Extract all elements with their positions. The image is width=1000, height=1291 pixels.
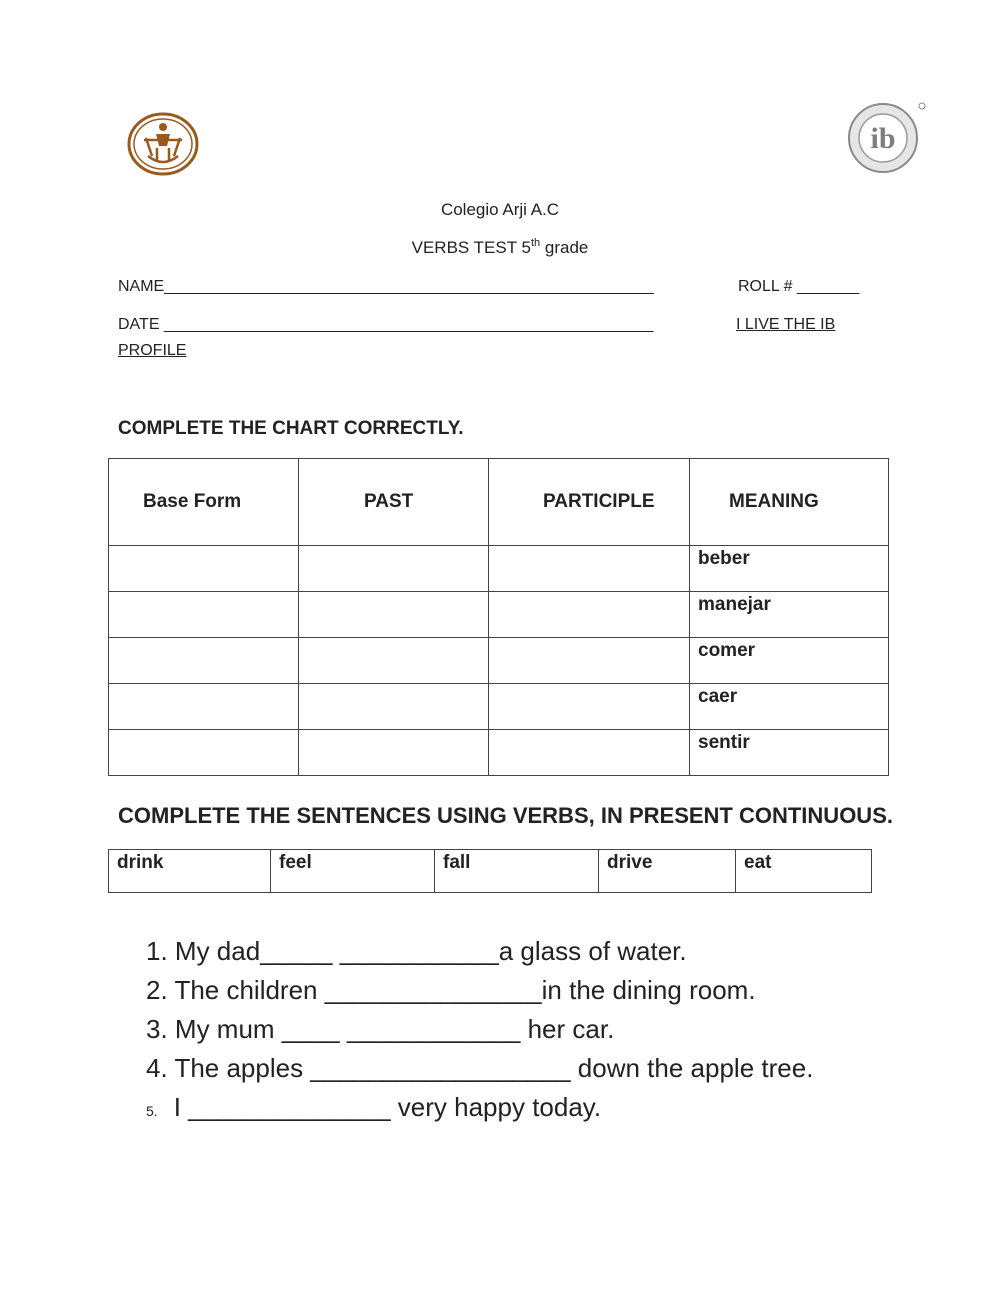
svg-text:ib: ib — [870, 122, 896, 155]
participle-cell[interactable] — [489, 592, 690, 638]
sentence-item[interactable]: 1. My dad_____ ___________a glass of water. — [146, 936, 687, 966]
sentences-instruction: COMPLETE THE SENTENCES USING VERBS, IN PRESENT CONTINUOUS. — [118, 803, 893, 828]
chart-row — [109, 638, 889, 684]
base-form-cell[interactable] — [109, 638, 299, 684]
meaning-cell: comer — [690, 638, 889, 684]
past-cell[interactable] — [299, 684, 489, 730]
participle-cell[interactable] — [489, 730, 690, 776]
meaning-cell: caer — [690, 684, 889, 730]
date-field[interactable]: DATE _______________________________________________________ — [118, 316, 654, 333]
base-form-cell[interactable] — [109, 592, 299, 638]
ib-profile-label-1: I LIVE THE IB — [736, 316, 836, 333]
word-bank — [108, 849, 872, 893]
chart-row — [109, 730, 889, 776]
past-cell[interactable] — [299, 730, 489, 776]
word-bank-item: eat — [736, 850, 872, 893]
word-bank-item: drink — [109, 850, 271, 893]
chart-row — [109, 546, 889, 592]
test-title-grade: grade — [540, 238, 589, 257]
header-base-form: Base Form — [109, 459, 299, 546]
sentence-text: I ______________ very happy today. — [173, 1092, 602, 1122]
past-cell[interactable] — [299, 546, 489, 592]
ib-profile-label-2: PROFILE — [118, 342, 187, 359]
word-bank-item: fall — [435, 850, 599, 893]
past-cell[interactable] — [299, 592, 489, 638]
sentence-list — [146, 932, 813, 1131]
participle-cell[interactable] — [489, 638, 690, 684]
word-bank-item: feel — [271, 850, 435, 893]
base-form-cell[interactable] — [109, 684, 299, 730]
sentence-item[interactable] — [146, 1088, 813, 1131]
participle-cell[interactable] — [489, 684, 690, 730]
base-form-cell[interactable] — [109, 730, 299, 776]
sentence-item[interactable]: 4. The apples __________________ down the apple tree. — [146, 1053, 814, 1083]
test-title-superscript: th — [530, 237, 541, 249]
arji-logo — [126, 112, 200, 176]
test-title — [0, 237, 1000, 258]
header-past: PAST — [299, 459, 489, 546]
header-participle: PARTICIPLE — [489, 459, 690, 546]
chart-header-row — [109, 459, 889, 546]
school-name: Colegio Arji A.C — [440, 200, 560, 219]
sentence-item[interactable]: 2. The children _______________in the dining room. — [146, 975, 756, 1005]
chart-row — [109, 592, 889, 638]
past-cell[interactable] — [299, 638, 489, 684]
meaning-cell: beber — [690, 546, 889, 592]
word-bank-item: drive — [599, 850, 736, 893]
sentence-item[interactable]: 3. My mum ____ ____________ her car. — [146, 1014, 615, 1044]
name-field[interactable]: NAME_______________________________________________________ — [118, 278, 654, 295]
sentence-number: 5. — [146, 1103, 158, 1119]
chart-row — [109, 684, 889, 730]
ib-logo — [843, 100, 927, 174]
base-form-cell[interactable] — [109, 546, 299, 592]
participle-cell[interactable] — [489, 546, 690, 592]
verb-chart — [108, 458, 889, 776]
meaning-cell: manejar — [690, 592, 889, 638]
chart-instruction: COMPLETE THE CHART CORRECTLY. — [118, 418, 464, 439]
header-meaning: MEANING — [690, 459, 889, 546]
roll-field[interactable]: ROLL # _______ — [738, 278, 860, 295]
test-title-text: VERBS TEST 5 — [411, 238, 531, 257]
meaning-cell: sentir — [690, 730, 889, 776]
